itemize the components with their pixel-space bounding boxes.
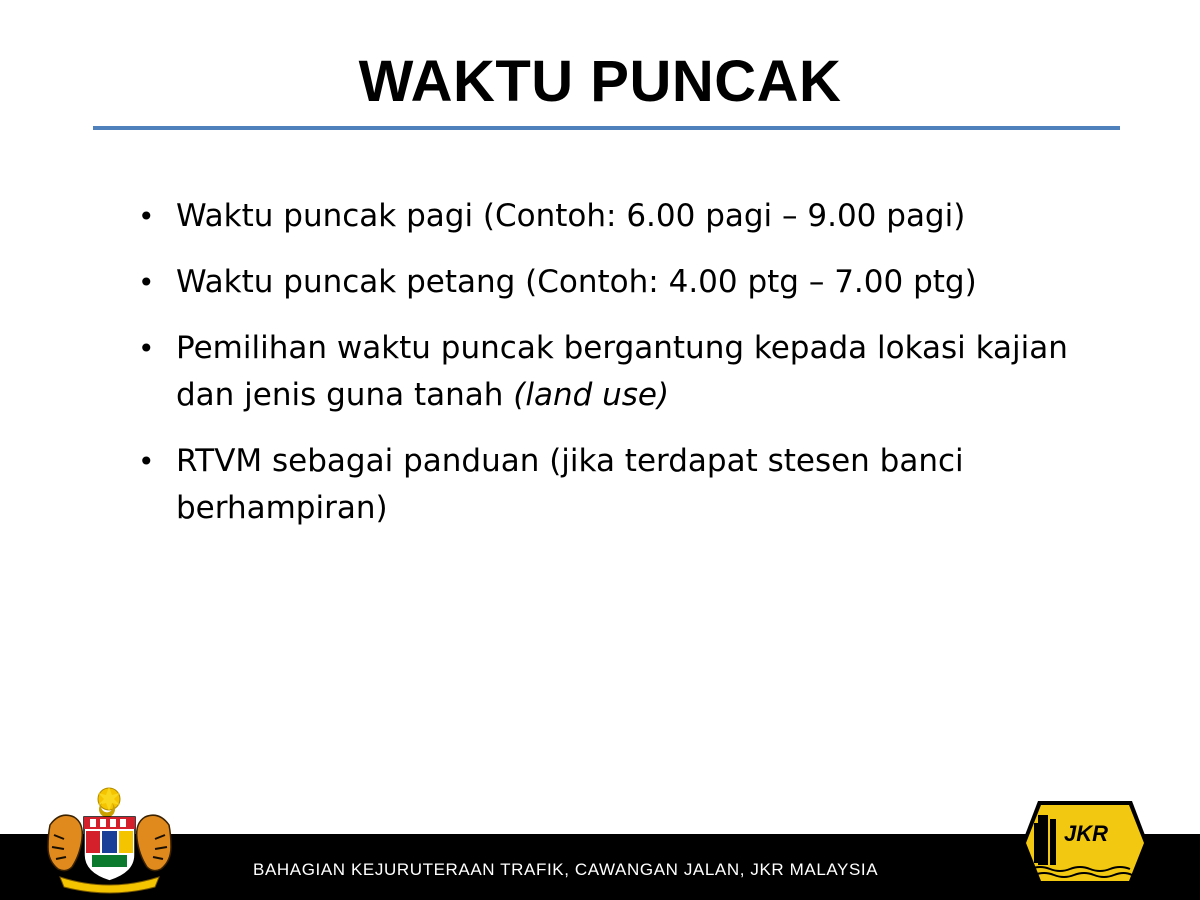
bullet-list	[138, 193, 1128, 551]
bullet-text: Waktu puncak pagi (Contoh: 6.00 pagi – 9.00 pagi)	[176, 198, 966, 234]
bullet-dot-icon: •	[138, 266, 155, 299]
bullet-text: RTVM sebagai panduan (jika terdapat stesen banci berhampiran)	[176, 443, 964, 526]
bullet-dot-icon: •	[138, 445, 155, 478]
bullet-dot-icon: •	[138, 332, 155, 365]
bullet-text: Pemilihan waktu puncak bergantung kepada lokasi kajian dan jenis guna tanah	[176, 330, 1068, 413]
malaysia-coat-of-arms-icon	[42, 785, 177, 895]
bullet-item	[138, 259, 1128, 306]
jkr-logo-icon	[1020, 797, 1150, 889]
bullet-item	[138, 193, 1128, 240]
jkr-logo-label: JKR	[1064, 821, 1109, 846]
bullet-italic-text: (land use)	[513, 377, 670, 413]
title-underline	[93, 126, 1120, 130]
bullet-dot-icon: •	[138, 200, 155, 233]
bullet-item	[138, 325, 1128, 419]
footer-text: BAHAGIAN KEJURUTERAAN TRAFIK, CAWANGAN JALAN, JKR MALAYSIA	[253, 860, 879, 879]
slide-title: WAKTU PUNCAK	[358, 49, 842, 114]
bullet-item	[138, 438, 1128, 532]
bullet-text: Waktu puncak petang (Contoh: 4.00 ptg – 7.00 ptg)	[176, 264, 977, 300]
